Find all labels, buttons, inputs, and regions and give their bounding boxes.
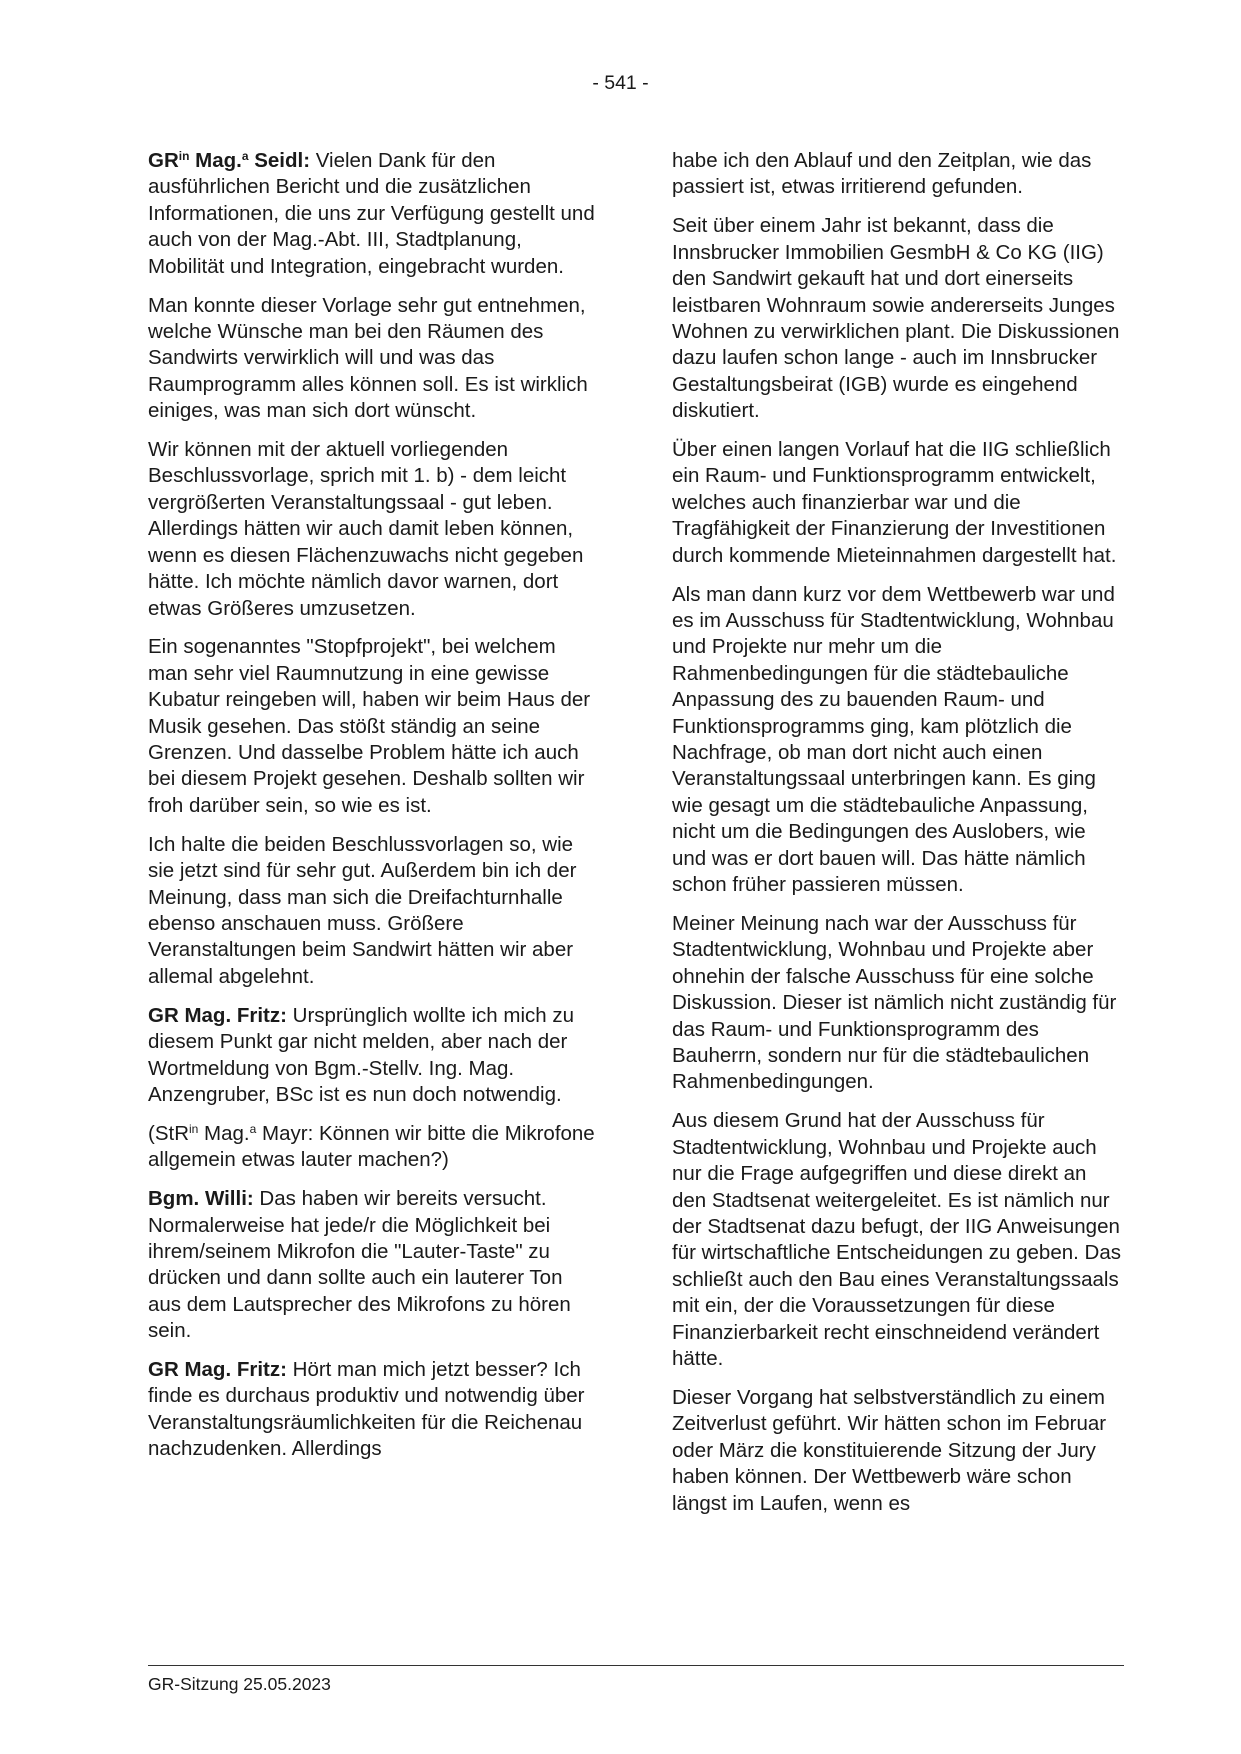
speaker-willi: Bgm. Willi:	[148, 1187, 254, 1211]
paragraph: Als man dann kurz vor dem Wettbewerb war und es im Ausschuss für Stadtentwicklung, Wohnbau und Projekte nur mehr um die Rahmenbedingungen für die städtebauliche Anpassung des zu bauenden Raum- und Funktionsprogramms ging, kam plötzlich die Nachfrage, ob man dort nicht auch einen Veranstaltungssaal unterbringen kann. Es ging wie gesagt um die städtebauliche Anpassung, nicht um die Bedingungen des Auslobers, wie und was er dort bauen will. Das hätte nämlich schon früher passieren müssen.	[672, 582, 1115, 897]
paragraph: Über einen langen Vorlauf hat die IIG schließlich ein Raum- und Funktionsprogramm entwickelt, welches auch finanzierbar war und die Tragfähigkeit der Finanzierung der Investitionen durch kommende Mieteinnahmen dargestellt hat.	[672, 438, 1117, 567]
paragraph: Aus diesem Grund hat der Ausschuss für Stadtentwicklung, Wohnbau und Projekte auch nur die Frage aufgegriffen und diese direkt an den Stadtsenat weitergeleitet. Es ist nämlich nur der Stadtsenat dazu befugt, der IIG Anweisungen für wirtschaftliche Entscheidungen zu geben. Das schließt auch den Bau eines Veranstaltungssaals mit ein, der die Voraussetzungen für diese Finanzierbarkeit recht einschneidend verändert hätte.	[672, 1109, 1121, 1370]
left-column	[148, 148, 598, 1475]
paragraph: Wir können mit der aktuell vorliegenden Beschlussvorlage, sprich mit 1. b) - dem leicht vergrößerten Veranstaltungssaal - gut leben. Allerdings hätten wir auch damit leben können, wenn es diesen Flächenzuwachs nicht gegeben hätte. Ich möchte nämlich davor warnen, dort etwas Größeres umzusetzen.	[148, 438, 584, 620]
right-column	[672, 148, 1122, 1529]
paragraph-text: Hört man mich jetzt besser? Ich finde es durchaus produktiv und notwendig über Veranstaltungsräumlichkeiten für die Reichenau nachzudenken. Allerdings	[148, 1358, 585, 1461]
paragraph-fritz-1	[148, 1003, 598, 1109]
footer-divider	[148, 1665, 1124, 1666]
speaker-fritz: GR Mag. Fritz:	[148, 1358, 287, 1382]
paragraph-fritz-2	[148, 1357, 598, 1463]
paragraph: Ein sogenanntes "Stopfprojekt", bei welchem man sehr viel Raumnutzung in eine gewisse Kubatur reingeben will, haben wir beim Haus der Musik gesehen. Das stößt ständig an seine Grenzen. Und dasselbe Problem hätte ich auch bei diesem Projekt gesehen. Deshalb sollten wir froh darüber sein, so wie es ist.	[148, 635, 591, 817]
speaker-seidl: $GR^{in}$ Mag.$^a$ Seidl:	[148, 149, 311, 172]
paragraph-seidl	[148, 148, 598, 280]
paragraph: habe ich den Ablauf und den Zeitplan, wie das passiert ist, etwas irritierend gefunden.	[672, 149, 1092, 199]
footer-session-date: GR-Sitzung 25.05.2023	[148, 1674, 331, 1694]
page-number: - 541 -	[592, 72, 649, 94]
paragraph: Man konnte dieser Vorlage sehr gut entnehmen, welche Wünsche man bei den Räumen des Sandwirts verwirklich will und was das Raumprogramm alles können soll. Es ist wirklich einiges, was man sich dort wünscht.	[148, 293, 588, 423]
paragraph: Dieser Vorgang hat selbstverständlich zu einem Zeitverlust geführt. Wir hätten schon im Februar oder März die konstituierende Sitzung der Jury haben können. Der Wettbewerb wäre schon längst im Laufen, wenn es	[672, 1385, 1107, 1515]
paragraph-text: Vielen Dank für den ausführlichen Bericht und die zusätzlichen Informationen, die uns zur Verfügung gestellt und auch von der Mag.-Abt. III, Stadtplanung, Mobilität und Integration, eingebracht wurden.	[148, 149, 595, 278]
paragraph: Ich halte die beiden Beschlussvorlagen so, wie sie jetzt sind für sehr gut. Außerdem bin ich der Meinung, dass man sich die Dreifachturnhalle ebenso anschauen muss. Größere Veranstaltungen beim Sandwirt hätten wir aber allemal abgelehnt.	[148, 832, 577, 988]
paragraph-willi	[148, 1186, 598, 1344]
paragraph-text: Ursprünglich wollte ich mich zu diesem Punkt gar nicht melden, aber nach der Wortmeldung von Bgm.-Stellv. Ing. Mag. Anzengruber, BSc ist es nun doch notwendig.	[148, 1003, 575, 1106]
paragraph: Seit über einem Jahr ist bekannt, dass die Innsbrucker Immobilien GesmbH & Co KG (IIG) den Sandwirt gekauft hat und dort einerseits leistbaren Wohnraum sowie andererseits Junges Wohnen zu verwirklichen plant. Die Diskussionen dazu laufen schon lange - auch im Innsbrucker Gestaltungsbeirat (IGB) wurde es eingehend diskutiert.	[672, 214, 1120, 423]
paragraph-interjection-mayr: (StR$^{in}$ Mag.$^a$ Mayr: Können wir bitte die Mikrofone allgemein etwas lauter machen?)	[148, 1121, 595, 1172]
paragraph-text: Das haben wir bereits versucht. Normalerweise hat jede/r die Möglichkeit bei ihrem/seinem Mikrofon die "Lauter-Taste" zu drücken und dann sollte auch ein lauterer Ton aus dem Lautsprecher des Mikrofons zu hören sein.	[148, 1187, 571, 1343]
speaker-fritz: GR Mag. Fritz:	[148, 1003, 287, 1027]
paragraph: Meiner Meinung nach war der Ausschuss für Stadtentwicklung, Wohnbau und Projekte aber ohnehin der falsche Ausschuss für eine solche Diskussion. Dieser ist nämlich nicht zuständig für das Raum- und Funktionsprogramm des Bauherrn, sondern nur für die städtebaulichen Rahmenbedingungen.	[672, 911, 1117, 1094]
